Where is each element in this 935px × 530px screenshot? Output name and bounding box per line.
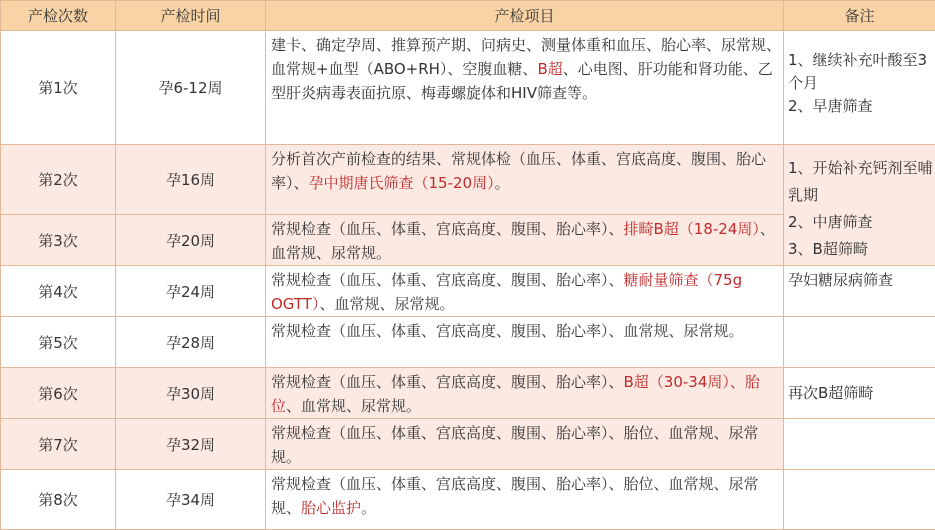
- items-cell: [266, 31, 784, 145]
- items-cell: [266, 317, 784, 368]
- time-cell: 孕34周: [116, 470, 266, 530]
- time-cell: 孕24周: [116, 266, 266, 317]
- header-time: 产检时间: [116, 1, 266, 31]
- note-cell: [784, 419, 935, 470]
- visit-cell: 第5次: [1, 317, 116, 368]
- note-text: 1、开始补充钙剂至哺乳期 2、中唐筛查 3、B超筛畸: [788, 159, 933, 258]
- time-cell: 孕20周: [116, 215, 266, 266]
- note-cell: [784, 145, 935, 266]
- time-cell: 孕30周: [116, 368, 266, 419]
- visit-cell: 第3次: [1, 215, 116, 266]
- note-cell: 孕妇糖尿病筛查: [784, 266, 935, 317]
- items-text-after: 、心电图、肝功能和肾功能、乙型肝炎病毒表面抗原、梅毒螺旋体和HIV筛查等。: [271, 60, 773, 102]
- visit-cell: 第6次: [1, 368, 116, 419]
- table-row: [1, 266, 935, 317]
- items-cell: [266, 145, 784, 215]
- items-cell: [266, 368, 784, 419]
- table-row: [1, 419, 935, 470]
- items-text: 分析首次产前检查的结果、常规体检（血压、体重、宫底高度、腹围、胎心率）、: [271, 150, 766, 192]
- note-cell: [784, 317, 935, 368]
- header-visit: 产检次数: [1, 1, 116, 31]
- table-row: [1, 145, 935, 215]
- items-highlight: 孕中期唐氏筛查（15-20周）: [309, 174, 495, 192]
- items-text-after: 。: [495, 174, 510, 192]
- items-highlight: 胎心监护: [301, 499, 361, 517]
- items-cell: [266, 419, 784, 470]
- items-cell: [266, 266, 784, 317]
- items-highlight: B超: [537, 60, 562, 78]
- visit-cell: 第8次: [1, 470, 116, 530]
- items-text-after: 、血常规、尿常规。: [286, 397, 421, 415]
- visit-cell: 第4次: [1, 266, 116, 317]
- header-row: [1, 1, 935, 31]
- items-text: 常规检查（血压、体重、宫底高度、腹围、胎心率）、胎位、血常规、尿常规、: [271, 475, 759, 517]
- note-text: 1、继续补充叶酸至3个月 2、早唐筛查: [788, 51, 927, 115]
- time-cell: 孕32周: [116, 419, 266, 470]
- time-cell: 孕16周: [116, 145, 266, 215]
- time-cell: 孕28周: [116, 317, 266, 368]
- items-text-after: 、血常规、尿常规。: [319, 295, 454, 313]
- items-text-after: 、血常规、尿常规。: [271, 220, 775, 262]
- items-highlight: 糖耐量筛查（75g OGTT）: [271, 271, 742, 313]
- header-notes: 备注: [784, 1, 935, 31]
- table-row: [1, 31, 935, 145]
- visit-cell: 第7次: [1, 419, 116, 470]
- table-row: [1, 317, 935, 368]
- note-cell: [784, 470, 935, 530]
- table-row: [1, 470, 935, 530]
- note-cell: [784, 31, 935, 145]
- items-cell: [266, 215, 784, 266]
- table-row: [1, 368, 935, 419]
- visit-cell: 第2次: [1, 145, 116, 215]
- items-highlight: B超（30-34周）、胎位: [271, 373, 760, 415]
- items-text: 常规检查（血压、体重、宫底高度、腹围、胎心率）、血常规、尿常规。: [271, 322, 744, 340]
- items-text: 建卡、确定孕周、推算预产期、问病史、测量体重和血压、胎心率、尿常规、血常规+血型（ABO+RH）、空腹血糖、: [271, 36, 781, 78]
- items-text: 常规检查（血压、体重、宫底高度、腹围、胎心率）、胎位、血常规、尿常规。: [271, 424, 759, 466]
- items-text: 常规检查（血压、体重、宫底高度、腹围、胎心率）、: [271, 220, 624, 238]
- items-text: 常规检查（血压、体重、宫底高度、腹围、胎心率）、: [271, 373, 624, 391]
- visit-cell: 第1次: [1, 31, 116, 145]
- note-cell: 再次B超筛畸: [784, 368, 935, 419]
- items-text-after: 。: [361, 499, 376, 517]
- items-text: 常规检查（血压、体重、宫底高度、腹围、胎心率）、: [271, 271, 624, 289]
- items-highlight: 排畸B超（18-24周）: [624, 220, 760, 238]
- header-items: 产检项目: [266, 1, 784, 31]
- time-cell: 孕6-12周: [116, 31, 266, 145]
- items-cell: [266, 470, 784, 530]
